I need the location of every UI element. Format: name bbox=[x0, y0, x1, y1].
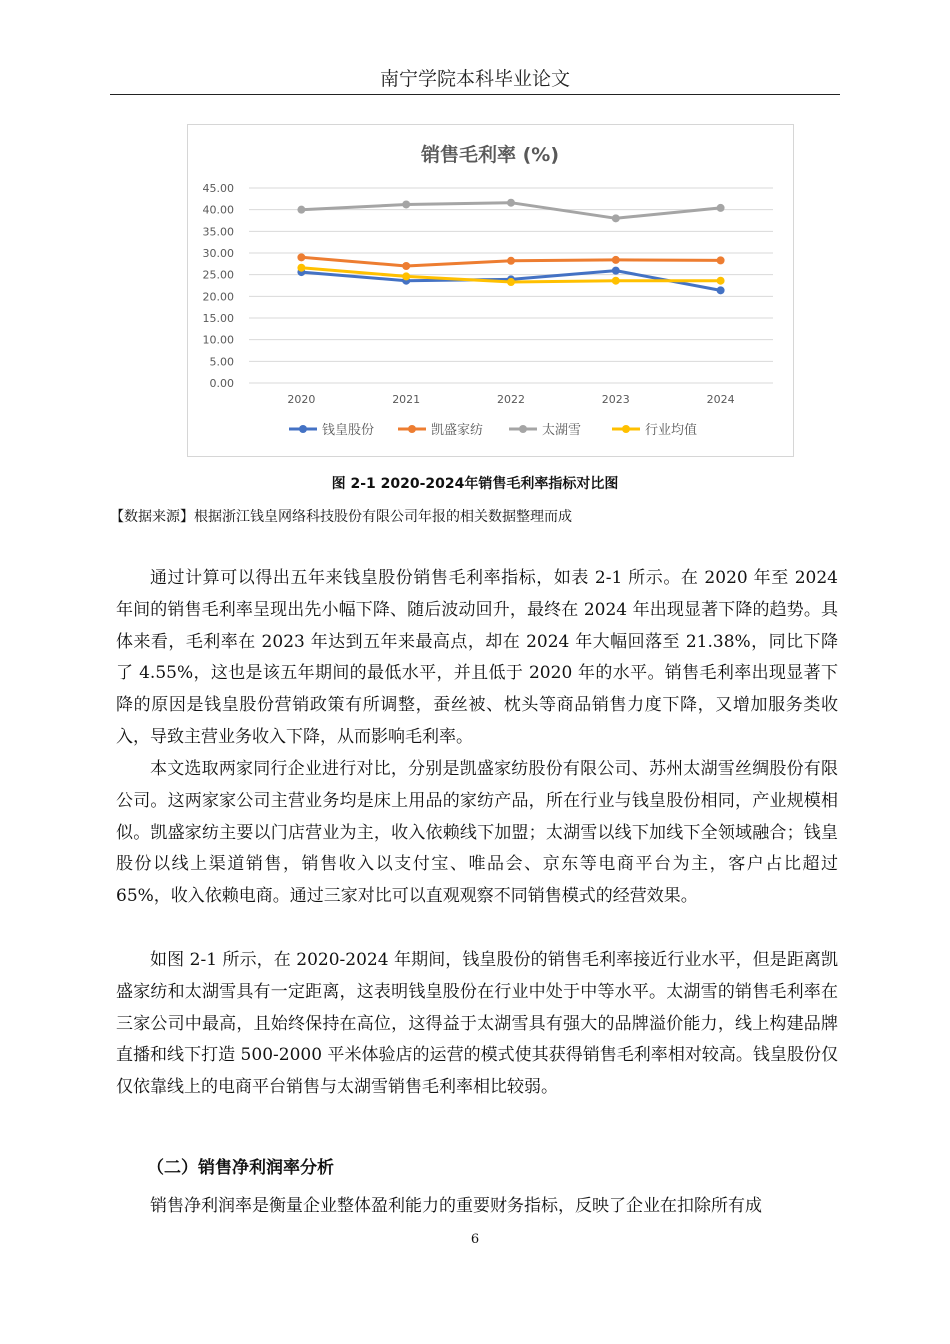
legend-swatch-marker bbox=[519, 425, 527, 433]
y-tick-label: 35.00 bbox=[202, 225, 234, 239]
chart-svg bbox=[188, 125, 793, 456]
y-tick-label: 45.00 bbox=[202, 182, 234, 195]
data-point bbox=[507, 278, 515, 286]
paragraph-2 bbox=[116, 754, 838, 913]
data-point bbox=[717, 277, 725, 285]
y-tick-label: 5.00 bbox=[209, 355, 234, 369]
data-point bbox=[297, 206, 305, 214]
paragraph-4-text: 销售净利润率是衡量企业整体盈利能力的重要财务指标，反映了企业在扣除所有成 bbox=[150, 1196, 762, 1216]
y-tick-label: 30.00 bbox=[202, 247, 234, 260]
legend-label: 凯盛家纺 bbox=[431, 423, 484, 438]
figure-source: 【数据来源】根据浙江钱皇网络科技股份有限公司年报的相关数据整理而成 bbox=[110, 509, 572, 525]
data-point bbox=[612, 277, 620, 285]
y-tick-label: 0.00 bbox=[209, 377, 234, 390]
legend-swatch-marker bbox=[299, 425, 307, 433]
data-point bbox=[402, 272, 410, 280]
data-point bbox=[717, 286, 725, 294]
section-heading: （二）销售净利润率分析 bbox=[147, 1158, 334, 1178]
paragraph-3 bbox=[116, 945, 838, 1104]
data-point bbox=[612, 267, 620, 275]
data-point bbox=[612, 256, 620, 264]
y-tick-label: 40.00 bbox=[202, 203, 234, 217]
y-tick-label: 20.00 bbox=[202, 290, 234, 304]
paragraph-1-text: 通过计算可以得出五年来钱皇股份销售毛利率指标，如表 2-1 所示。在 2020 年至 2024 年间的销售毛利率呈现出先小幅下降、随后波动回升，最终在 2024 年出现显著下降的趋势。具体来看，毛利率在 2023 年达到五年来最高点，却在 2024 年大幅回落至 21.38%，同比下降了 4.55%，这也是该五年期间的最低水平，并且低于 2020 年的水平。销售毛利率出现显著下降的原因是钱皇股份营销政策有所调整，蚕丝被、枕头等商品销售力度下降，又增加服务类收入，导致主营业务收入下降，从而影响毛利率。 bbox=[116, 568, 838, 747]
legend-label: 行业均值 bbox=[645, 423, 698, 438]
data-point bbox=[612, 214, 620, 222]
x-tick-label: 2021 bbox=[392, 393, 421, 406]
y-tick-label: 25.00 bbox=[202, 268, 234, 282]
figure-caption: 图 2-1 2020-2024年销售毛利率指标对比图 bbox=[331, 476, 619, 492]
chart-title: 销售毛利率 (%) bbox=[420, 144, 560, 166]
y-tick-label: 15.00 bbox=[202, 312, 234, 325]
paragraph-2-text: 本文选取两家同行企业进行对比，分别是凯盛家纺股份有限公司、苏州太湖雪丝绸股份有限公司。这两家家公司主营业务均是床上用品的家纺产品，所在行业与钱皇股份相同，产业规模相似。凯盛家纺主要以门店营业为主，收入依赖线下加盟；太湖雪以线下加线下全领域融合；钱皇股份以线上渠道销售，销售收入以支付宝、唯品会、京东等电商平台为主，客户占比超过 65%，收入依赖电商。通过三家对比可以直观观察不同销售模式的经营效果。 bbox=[116, 759, 838, 907]
legend-swatch-marker bbox=[408, 425, 416, 433]
header-rule bbox=[110, 94, 840, 95]
x-tick-label: 2022 bbox=[497, 393, 525, 406]
data-point bbox=[717, 204, 725, 212]
data-point bbox=[507, 257, 515, 265]
data-point bbox=[717, 256, 725, 264]
x-tick-label: 2023 bbox=[601, 393, 630, 406]
data-point bbox=[297, 253, 305, 261]
paragraph-3-text: 如图 2-1 所示，在 2020-2024 年期间，钱皇股份的销售毛利率接近行业水平，但是距离凯盛家纺和太湖雪具有一定距离，这表明钱皇股份在行业中处于中等水平。太湖雪的销售毛利率在三家公司中最高，且始终保持在高位，这得益于太湖雪具有强大的品牌溢价能力，线上构建品牌直播和线下打造 500-2000 平米体验店的运营的模式使其获得销售毛利率相对较高。钱皇股份仅仅依靠线上的电商平台销售与太湖雪销售毛利率相比较弱。 bbox=[116, 950, 838, 1098]
paragraph-4 bbox=[116, 1191, 838, 1223]
page-header: 南宁学院本科毕业论文 bbox=[379, 68, 570, 90]
legend-swatch-marker bbox=[622, 425, 630, 433]
data-point bbox=[402, 262, 410, 270]
data-point bbox=[297, 264, 305, 272]
legend-label: 钱皇股份 bbox=[322, 423, 375, 438]
line-chart bbox=[187, 124, 794, 457]
x-tick-label: 2020 bbox=[287, 393, 316, 406]
page-number: 6 bbox=[470, 1232, 480, 1247]
data-point bbox=[507, 199, 515, 207]
data-point bbox=[402, 200, 410, 208]
y-tick-label: 10.00 bbox=[202, 333, 234, 347]
legend-label: 太湖雪 bbox=[542, 423, 582, 438]
x-tick-label: 2024 bbox=[706, 393, 735, 406]
paragraph-1 bbox=[116, 563, 838, 754]
